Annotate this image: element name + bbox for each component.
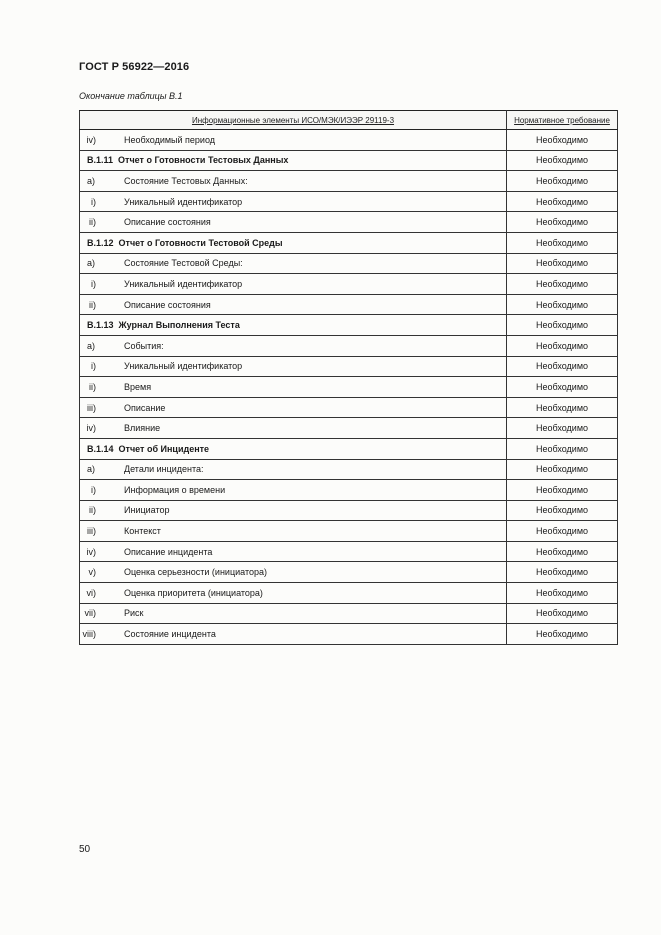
element-cell: [80, 130, 507, 151]
element-cell: [80, 294, 507, 315]
table-body: [80, 130, 618, 645]
item-text: Описание: [124, 402, 166, 413]
requirement-cell: Необходимо: [507, 274, 618, 295]
item-marker: vii): [84, 608, 96, 619]
table-row: [80, 212, 618, 233]
table-row: [80, 274, 618, 295]
section-title: Отчет о Готовности Тестовой Среды: [118, 237, 283, 248]
item-marker: iii): [87, 402, 96, 413]
section-title: Журнал Выполнения Теста: [118, 320, 240, 331]
item-text: Контекст: [124, 526, 161, 537]
item-text: Описание инцидента: [124, 546, 213, 557]
element-cell: [80, 521, 507, 542]
table-row: [80, 130, 618, 151]
requirement-cell: Необходимо: [507, 521, 618, 542]
item-marker: a): [87, 340, 96, 351]
element-cell: [80, 335, 507, 356]
requirement-cell: Необходимо: [507, 150, 618, 171]
table-row: [80, 459, 618, 480]
item-marker: a): [87, 464, 96, 475]
item-text: Риск: [124, 608, 144, 619]
item-text: Оценка серьезности (инициатора): [124, 567, 267, 578]
table-row: [80, 191, 618, 212]
section-number: В.1.11: [87, 155, 114, 166]
section-number: В.1.12: [87, 237, 114, 248]
requirement-cell: Необходимо: [507, 562, 618, 583]
table-row: [80, 583, 618, 604]
table-row: [80, 541, 618, 562]
item-text: Уникальный идентификатор: [124, 278, 243, 289]
item-marker: iv): [86, 134, 96, 145]
item-text: Описание состояния: [124, 217, 211, 228]
table-row: [80, 603, 618, 624]
document-title: ГОСТ Р 56922—2016: [79, 61, 190, 73]
requirement-cell: Необходимо: [507, 603, 618, 624]
section-title: Отчет об Инциденте: [118, 443, 210, 454]
item-marker: iv): [86, 546, 96, 557]
element-cell: [80, 418, 507, 439]
table-row: [80, 500, 618, 521]
element-cell: [80, 438, 507, 459]
element-cell: [80, 171, 507, 192]
element-cell: [80, 624, 507, 645]
element-cell: [80, 356, 507, 377]
element-cell: [80, 150, 507, 171]
table-row: [80, 294, 618, 315]
table-row: [80, 480, 618, 501]
item-marker: iv): [86, 423, 96, 434]
requirement-cell: Необходимо: [507, 418, 618, 439]
item-text: Информация о времени: [124, 484, 226, 495]
element-cell: [80, 480, 507, 501]
table-row: [80, 377, 618, 398]
requirement-cell: Необходимо: [507, 583, 618, 604]
section-title: Отчет о Готовности Тестовых Данных: [118, 155, 289, 166]
table-row: [80, 418, 618, 439]
item-marker: i): [91, 196, 96, 207]
item-text: Уникальный идентификатор: [124, 196, 243, 207]
item-text: Оценка приоритета (инициатора): [124, 587, 263, 598]
requirement-cell: Необходимо: [507, 377, 618, 398]
requirement-cell: Необходимо: [507, 397, 618, 418]
element-cell: [80, 459, 507, 480]
item-text: Детали инцидента:: [124, 464, 204, 475]
section-row: [80, 150, 618, 171]
element-cell: [80, 603, 507, 624]
item-text: Уникальный идентификатор: [124, 361, 243, 372]
item-text: Описание состояния: [124, 299, 211, 310]
requirement-cell: Необходимо: [507, 459, 618, 480]
table-row: [80, 521, 618, 542]
item-text: Влияние: [124, 423, 161, 434]
item-marker: a): [87, 175, 96, 186]
requirement-cell: Необходимо: [507, 294, 618, 315]
requirement-cell: Необходимо: [507, 624, 618, 645]
table-row: [80, 356, 618, 377]
requirement-cell: Необходимо: [507, 335, 618, 356]
table-row: [80, 171, 618, 192]
element-cell: [80, 191, 507, 212]
item-text: Состояние инцидента: [124, 629, 216, 640]
element-cell: [80, 232, 507, 253]
section-number: В.1.13: [87, 320, 114, 331]
element-cell: [80, 397, 507, 418]
table-header-row: [80, 111, 618, 130]
element-cell: [80, 274, 507, 295]
item-text: Состояние Тестовых Данных:: [124, 175, 248, 186]
element-cell: [80, 212, 507, 233]
item-marker: ii): [89, 505, 96, 516]
element-cell: [80, 315, 507, 336]
requirement-cell: Необходимо: [507, 253, 618, 274]
table-row: [80, 253, 618, 274]
item-text: Инициатор: [124, 505, 170, 516]
item-marker: iii): [87, 526, 96, 537]
element-cell: [80, 562, 507, 583]
requirement-cell: Необходимо: [507, 438, 618, 459]
item-marker: ii): [89, 299, 96, 310]
element-cell: [80, 253, 507, 274]
table-caption: Окончание таблицы В.1: [79, 91, 183, 101]
table-row: [80, 624, 618, 645]
requirement-cell: Необходимо: [507, 480, 618, 501]
requirement-cell: Необходимо: [507, 500, 618, 521]
requirement-cell: Необходимо: [507, 356, 618, 377]
item-marker: i): [91, 361, 96, 372]
item-marker: ii): [89, 381, 96, 392]
requirement-cell: Необходимо: [507, 232, 618, 253]
item-text: Состояние Тестовой Среды:: [124, 258, 243, 269]
item-marker: viii): [82, 629, 96, 640]
section-row: [80, 232, 618, 253]
column-header-elements: Информационные элементы ИСО/МЭК/ИЭЭР 29119-3: [80, 111, 507, 130]
requirement-cell: Необходимо: [507, 171, 618, 192]
requirement-cell: Необходимо: [507, 541, 618, 562]
item-marker: vi): [86, 587, 96, 598]
table-row: [80, 335, 618, 356]
element-cell: [80, 500, 507, 521]
item-text: Необходимый период: [124, 134, 216, 145]
column-header-requirement: Нормативное требование: [507, 111, 618, 130]
item-text: Время: [124, 381, 152, 392]
element-cell: [80, 377, 507, 398]
item-marker: i): [91, 484, 96, 495]
section-number: В.1.14: [87, 443, 114, 454]
page-number: 50: [79, 844, 91, 855]
section-row: [80, 438, 618, 459]
item-marker: v): [88, 567, 96, 578]
table-row: [80, 397, 618, 418]
item-marker: i): [91, 278, 96, 289]
requirement-cell: Необходимо: [507, 191, 618, 212]
item-text: События:: [124, 340, 164, 351]
requirements-table: [79, 110, 618, 645]
element-cell: [80, 541, 507, 562]
item-marker: ii): [89, 217, 96, 228]
item-marker: a): [87, 258, 96, 269]
requirement-cell: Необходимо: [507, 315, 618, 336]
requirement-cell: Необходимо: [507, 212, 618, 233]
table-row: [80, 562, 618, 583]
section-row: [80, 315, 618, 336]
element-cell: [80, 583, 507, 604]
requirement-cell: Необходимо: [507, 130, 618, 151]
